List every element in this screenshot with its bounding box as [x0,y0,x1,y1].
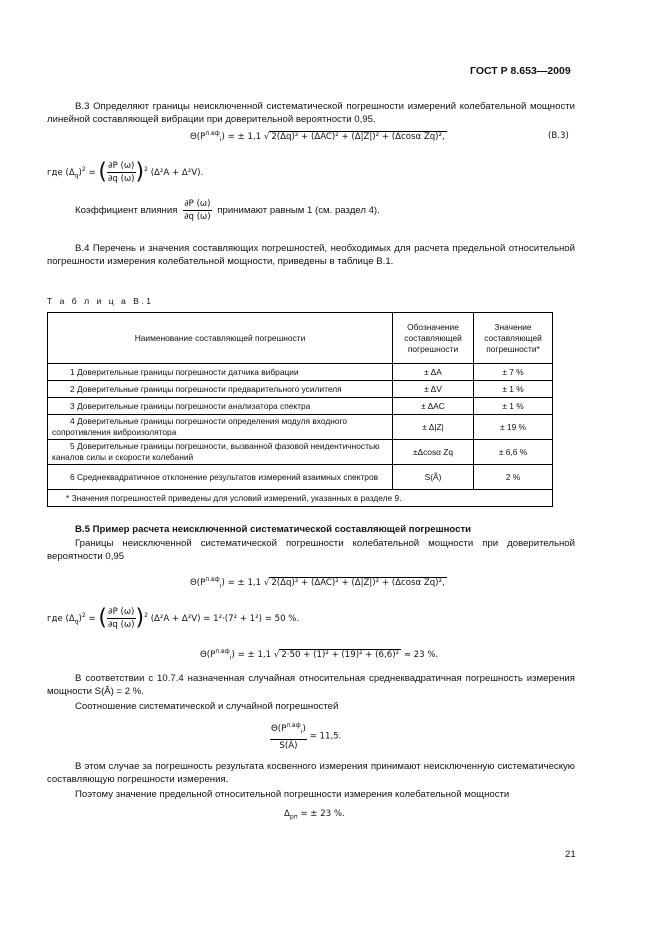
formula-b3: $\Theta(P^{п.вф}_i)$ = ± 1,1 √ 2(Δq)² + (ΔAC)² + (Δ|Z|)² + (Δcosα Zq)², [190,130,445,144]
table-header-name: Наименование составляющей погрешности [48,313,393,364]
table-row [48,398,553,415]
formula-b5-2: где $(\Delta_q)^2$ = ( $\frac{\partial P (\omega)}{\partial q (\omega)}$ )$^2$ (Δ²A + Δ²V) = 1²·(7² + 1²) = 50 %. [47,605,300,631]
formula-b5-1-radicand: 2(Δq)² + (ΔAC)² + (Δ|Z|)² + (Δcosα Zq)², [271,577,445,588]
table-cell-name: 4 Доверительные границы погрешности определения модуля входного сопротивления виброизолятора [48,415,393,440]
table-b1 [47,312,553,507]
formula-b5-3-radicand: 2·50 + (1)² + (19)² + (6,6)² [281,649,399,660]
ratio-numerator: Θ(P [271,723,287,734]
table-cell-value: ± 6,6 % [474,440,553,465]
coefficient-fraction-denominator: ∂q (ω) [184,212,211,222]
coefficient-label: Коэффициент влияния [75,205,178,217]
table-cell-symbol: ± ΔA [393,364,474,381]
table-cell-value: ± 19 % [474,415,553,440]
formula-b5-2-numerator: ∂P (ω) [108,607,135,617]
coefficient-text: принимают равным 1 (см. раздел 4). [217,205,380,217]
formula-b3-radicand: 2(Δq)² + (ΔAC)² + (Δ|Z|)² + (Δcosα Zq)², [271,131,445,142]
table-row [48,415,553,440]
table-cell-value: ± 7 % [474,364,553,381]
formula-b3-rhs: = ± 1,1 [227,131,262,142]
document-header-id: ГОСТ Р 8.653—2009 [470,65,571,77]
section-b5-title: В.5 Пример расчета неисключенной систематической составляющей погрешности [75,524,472,535]
table-footnote: * Значения погрешностей приведены для условий измерений, указанных в разделе 9. [48,490,553,507]
table-cell-symbol: ±Δcosα Zq [393,440,474,465]
section-b5-paragraph: Границы неисключенной систематической погрешности колебательной мощности при доверительной вероятности 0,95 [47,538,575,562]
table-cell-name: 1 Доверительные границы погрешности датчика вибрации [48,364,393,381]
where-fraction-denominator: ∂q (ω) [107,174,135,184]
where-label: где [47,168,63,178]
table-caption: Т а б л и ц а В.1 [47,296,154,306]
table-header-symbol: Обозначение составляющей погрешности [393,313,474,364]
section-b3-paragraph: В.3 Определяют границы неисключенной систематической погрешности измерений колебательной мощности линейной составляющей вибрации при доверительной вероятности 0,95. [47,101,575,125]
table-cell-name: 5 Доверительные границы погрешности, вызванной фазовой неидентичностью каналов силы и скорости колебаний [48,440,393,465]
coefficient-fraction-numerator: ∂P (ω) [184,199,211,209]
formula-b5-1: $\Theta(P^{п.вф}_i)$ = ± 1,1 √ 2(Δq)² + (ΔAC)² + (Δ|Z|)² + (Δcosα Zq)², [190,576,445,590]
where-fraction-numerator: ∂P (ω) [108,161,135,171]
ratio-value: = 11,5. [309,731,342,742]
table-row [48,364,553,381]
table-row [48,465,553,490]
final-value: = ± 23 %. [300,809,345,819]
paragraph-indirect-measure: В этом случае за погрешность результата косвенного измерения принимают неисключенную систематическую составляющую погрешности измерения. [47,761,575,785]
table-cell-name: 2 Доверительные границы погрешности предварительного усилителя [48,381,393,398]
table-cell-symbol: S(Ã) [393,465,474,490]
paragraph-ratio-intro: Соотношение систематической и случайной погрешностей [75,701,339,712]
where-tail: (Δ²A + Δ²V). [150,168,204,178]
formula-b3-where: где $(\Delta_q)^2$ = ( $\frac{\partial P (\omega)}{\partial q (\omega)}$ )$^2$ (Δ²A + Δ²V). [47,159,204,185]
table-footnote-row [48,490,553,507]
formula-b5-3-result: ≈ 23 %. [403,649,439,660]
paragraph-random-error: В соответствии с 10.7.4 назначенная случайная относительная среднеквадратичная погрешность измерения мощности S(Ã) = 2 %. [47,673,575,697]
ratio-denominator: S(Ã) [279,740,298,751]
coefficient-line [75,198,380,223]
formula-b5-1-lhs: Θ(P [190,577,206,588]
formula-b5-3-lhs: Θ(P [200,649,216,660]
section-b4-paragraph: В.4 Перечень и значения составляющих погрешностей, необходимых для расчета предельной относительной погрешности измерения колебательной мощности, приведены в таблице В.1. [47,243,575,267]
page-number: 21 [565,849,576,860]
formula-b5-3: $\Theta(P^{п.вф}_i)$ = ± 1,1 √ 2·50 + (1)² + (19)² + (6,6)² ≈ 23 %. [200,648,439,662]
formula-b5-2-label: где [47,614,63,624]
formula-number-b3: (В.3) [548,131,569,141]
table-cell-name: 6 Среднеквадратичное отклонение результатов измерений взаимных спектров [48,465,393,490]
table-cell-name: 3 Доверительные границы погрешности анализатора спектра [48,398,393,415]
table-cell-symbol: ± Δ|Z| [393,415,474,440]
formula-b5-1-rhs: = ± 1,1 [227,577,262,588]
final-lhs: Δ [284,809,290,819]
formula-b5-3-rhs: = ± 1,1 [237,649,272,660]
table-cell-value: 2 % [474,465,553,490]
table-cell-symbol: ± ΔAC [393,398,474,415]
table-cell-value: ± 1 % [474,381,553,398]
paragraph-limit-error: Поэтому значение предельной относительной погрешности измерения колебательной мощности [75,789,510,800]
table-header-value: Значение составляющей погрешности* [474,313,553,364]
formula-b5-2-denominator: ∂q (ω) [107,620,135,630]
table-cell-symbol: ± ΔV [393,381,474,398]
formula-ratio: $\frac{\Theta(P^{п.вф}_i)}{S(Ã)}$ = 11,5. [271,722,342,751]
table-cell-value: ± 1 % [474,398,553,415]
formula-final: $\Delta_{рп}$ = ± 23 %. [284,809,345,821]
table-row [48,440,553,465]
formula-b3-lhs: Θ(P [190,131,206,142]
formula-b5-2-tail: (Δ²A + Δ²V) = 1²·(7² + 1²) = 50 %. [150,614,300,624]
table-row [48,381,553,398]
